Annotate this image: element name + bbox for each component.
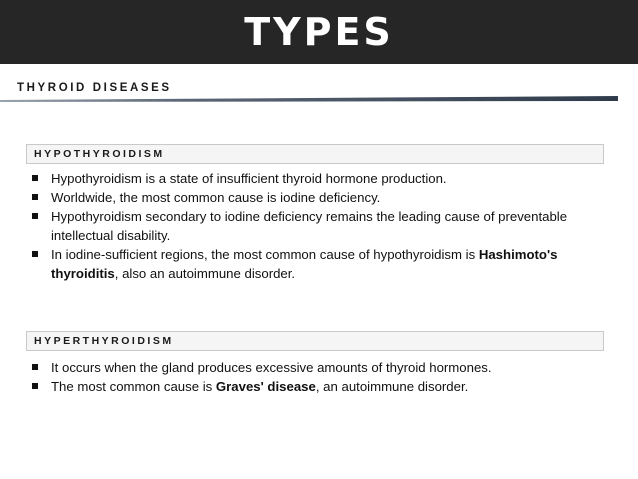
bullet-text: Hypothyroidism is a state of insufficient thyroid hormone production. <box>51 171 447 186</box>
square-bullet-icon <box>32 194 38 200</box>
slide-title: TYPES <box>244 10 394 54</box>
square-bullet-icon <box>32 213 38 219</box>
bullet-text-post: , also an autoimmune disorder. <box>114 266 296 281</box>
bullet-text: Hypothyroidism secondary to iodine deficiency remains the leading cause of preventable intellectual disability. <box>51 209 568 243</box>
bullet-text-bold: Hashimoto's thyroiditis <box>51 247 558 281</box>
slide-subtitle: THYROID DISEASES <box>17 82 172 94</box>
underline-shape <box>0 96 618 102</box>
bullet-text: It occurs when the gland produces excessive amounts of thyroid hormones. <box>51 360 492 375</box>
list-item <box>30 245 600 283</box>
list-item <box>30 377 600 396</box>
subtitle-underline <box>0 96 638 106</box>
bullet-text-bold: Graves' disease <box>215 379 316 394</box>
hyperthyroidism-bullet-list <box>30 358 600 396</box>
square-bullet-icon <box>32 383 38 389</box>
list-item <box>30 207 600 245</box>
section-header-hypothyroidism: HYPOTHYROIDISM <box>26 144 604 164</box>
list-item <box>30 169 600 188</box>
list-item <box>30 188 600 207</box>
square-bullet-icon <box>32 251 38 257</box>
bullet-text-pre: In iodine-sufficient regions, the most common cause of hypothyroidism is <box>51 247 479 262</box>
section-header-hyperthyroidism: HYPERTHYROIDISM <box>26 331 604 351</box>
square-bullet-icon <box>32 364 38 370</box>
hypothyroidism-bullet-list <box>30 169 600 283</box>
title-bar <box>0 0 638 64</box>
bullet-text-pre: The most common cause is <box>51 379 216 394</box>
list-item <box>30 358 600 377</box>
square-bullet-icon <box>32 175 38 181</box>
bullet-text: Worldwide, the most common cause is iodine deficiency. <box>51 190 381 205</box>
bullet-text-post: , an autoimmune disorder. <box>315 379 469 394</box>
